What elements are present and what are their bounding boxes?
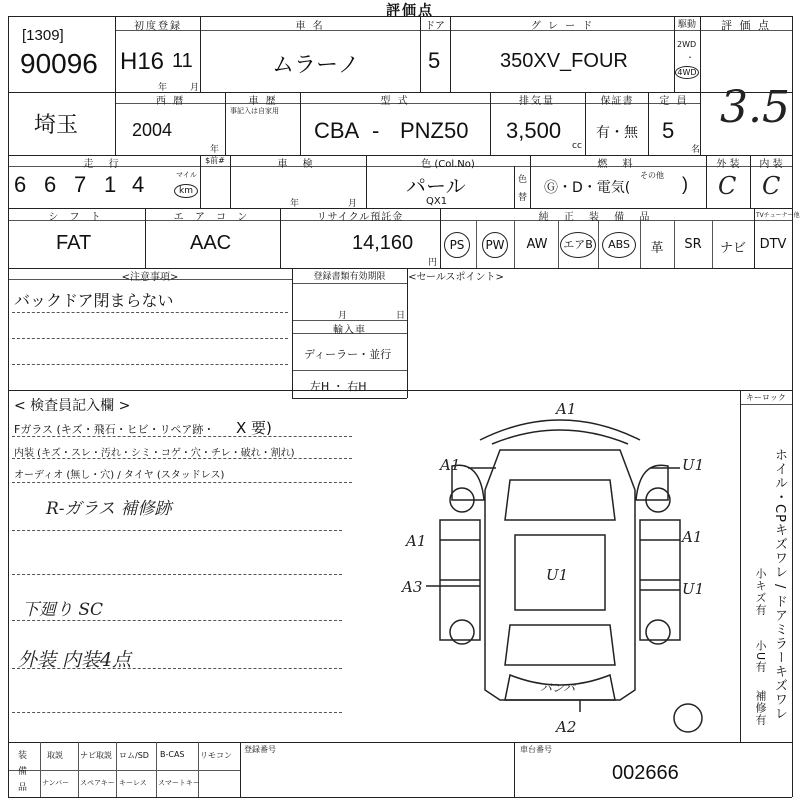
reg-number-label: 登録番号 bbox=[244, 745, 276, 754]
drive-label: 駆動 bbox=[677, 20, 696, 30]
model-dash: - bbox=[372, 118, 380, 143]
mileage-digit: 7 bbox=[74, 172, 87, 197]
items-label-2: 品 bbox=[18, 783, 28, 793]
model-prefix: CBA bbox=[314, 118, 360, 143]
equipment-leather: 革 bbox=[650, 241, 664, 256]
glass-mark: X 要) bbox=[236, 419, 272, 437]
mileage-label: 走 行 bbox=[83, 159, 125, 170]
history-note: 事記入は自家用 bbox=[230, 107, 279, 115]
reg-doc-day: 日 bbox=[396, 311, 406, 321]
exterior: C bbox=[718, 172, 737, 200]
interior: C bbox=[762, 172, 781, 200]
repaint-label-2: 替 bbox=[518, 193, 528, 203]
month-mark: 月 bbox=[190, 83, 200, 93]
reg-doc-label: 登録書類有効期限 bbox=[313, 272, 386, 282]
car-name: ムラーノ bbox=[272, 53, 360, 78]
ac-label: エ ア コ ン bbox=[173, 212, 252, 223]
side-legend-3: 小U有 bbox=[754, 640, 767, 674]
top-title: 評価点 bbox=[386, 3, 434, 19]
car-diagram bbox=[380, 400, 740, 740]
equipment-navi: ナビ bbox=[719, 241, 746, 256]
interior-label: 内 装 bbox=[759, 159, 783, 170]
inspection-year: 年 bbox=[290, 199, 300, 209]
import-label: 輸入車 bbox=[333, 325, 366, 336]
mileage-digit: 6 bbox=[14, 172, 27, 197]
mileage-digit: 1 bbox=[104, 172, 117, 197]
person-mark: 名 bbox=[691, 145, 701, 155]
mark-top: A1 bbox=[556, 400, 577, 418]
ac: AAC bbox=[190, 232, 232, 254]
equipment-sr: SR bbox=[684, 237, 702, 252]
recycle-label: リサイクル預託金 bbox=[316, 212, 404, 223]
color-code: QX1 bbox=[426, 196, 448, 207]
year-mark: 年 bbox=[158, 83, 168, 93]
equipment-airbag: エアB bbox=[560, 232, 596, 258]
year-mark-2: 年 bbox=[210, 145, 220, 155]
hand-note-1: R-ガラス 補修跡 bbox=[46, 499, 172, 519]
chassis-number: 002666 bbox=[612, 762, 679, 784]
unit-mile: マイル bbox=[176, 171, 197, 179]
shift: FAT bbox=[56, 232, 92, 254]
dealer: ディーラー・並行 bbox=[304, 348, 392, 361]
drive-4wd: 4WD bbox=[675, 66, 699, 79]
hand-note-2: 下廻り SC bbox=[22, 600, 104, 620]
mark-left-front: A1 bbox=[440, 456, 461, 474]
capacity-label: 定 員 bbox=[659, 96, 689, 107]
mark-right-door: A1 bbox=[682, 528, 703, 546]
mark-left-door: A1 bbox=[406, 532, 427, 550]
yen: 円 bbox=[428, 258, 438, 268]
items-label-3: 備 bbox=[18, 767, 28, 777]
item-spare-key: スペアキー bbox=[80, 779, 115, 787]
audio-line: オーディオ (無し・穴) / タイヤ (スタッドレス) bbox=[14, 470, 225, 481]
side-legend-2: 小キズ有 bbox=[754, 568, 767, 616]
item-keyless: キーレス bbox=[119, 779, 147, 787]
first-reg-era: H16 bbox=[120, 48, 165, 75]
keylock-label: キーロック bbox=[746, 393, 786, 402]
mark-right-front: U1 bbox=[682, 456, 705, 474]
grade-label: グ レ ー ド bbox=[530, 21, 595, 32]
model-label: 型 式 bbox=[380, 96, 410, 107]
items-label-1: 装 bbox=[18, 751, 28, 761]
mark-rear-bumper: バンパ bbox=[540, 681, 576, 695]
mileage-digit: 6 bbox=[44, 172, 57, 197]
inspection-label: 車 検 bbox=[277, 159, 319, 170]
history-label: 車 歴 bbox=[248, 96, 278, 107]
score: 3.5 bbox=[720, 82, 790, 133]
item-remote: リモコン bbox=[200, 751, 232, 760]
meter-label: $前# bbox=[205, 156, 225, 165]
chassis-label: 車台番号 bbox=[520, 745, 552, 754]
region: 埼玉 bbox=[34, 113, 79, 138]
mark-right-rear: U1 bbox=[682, 580, 705, 598]
caution-label: <注意事項> bbox=[121, 272, 179, 283]
inspector-section-label: < 検査員記入欄 > bbox=[14, 398, 131, 414]
doors-label: ドア bbox=[425, 21, 445, 32]
equipment-dtv: DTV bbox=[759, 237, 787, 252]
item-smart-key: スマートキー bbox=[158, 779, 200, 787]
sales-point-label: <セールスポイント> bbox=[408, 272, 504, 283]
side-legend-4: 補修有 bbox=[754, 690, 767, 726]
interior-line: 内装 (キズ・スレ・汚れ・シミ・コゲ・穴・チレ・破れ・割れ) bbox=[14, 448, 295, 459]
hand-note-3: 外装 内装4点 bbox=[18, 649, 132, 671]
glass-line: Fガラス (キズ・飛石・ヒビ・リペア跡・ bbox=[14, 423, 215, 436]
mileage-digit: 4 bbox=[132, 172, 145, 197]
capacity: 5 bbox=[662, 118, 675, 143]
displacement: 3,500 bbox=[506, 118, 562, 143]
side-legend: ホイル・CPキズワレ / ドアミラーキズワレ bbox=[772, 448, 787, 721]
exterior-label: 外 装 bbox=[716, 159, 740, 170]
fuel: Ⓖ・D・電気( bbox=[544, 180, 631, 196]
year: 2004 bbox=[132, 120, 173, 140]
doors: 5 bbox=[428, 48, 441, 73]
handle: 左H ・ 右H bbox=[310, 380, 367, 393]
score-label: 評 価 点 bbox=[721, 19, 771, 32]
fuel-label: 燃 料 bbox=[597, 159, 639, 170]
lot-number: 90096 bbox=[20, 48, 98, 79]
item-navi-manual: ナビ取説 bbox=[80, 751, 112, 760]
repaint-label: 色 bbox=[518, 175, 528, 185]
cc-unit: cc bbox=[572, 141, 582, 151]
first-reg-label: 初度登録 bbox=[134, 21, 182, 32]
item-plate: ナンバー bbox=[42, 779, 70, 787]
equipment-abs: ABS bbox=[602, 232, 636, 258]
model-code: PNZ50 bbox=[400, 118, 469, 143]
fuel-other: その他 bbox=[640, 171, 664, 180]
mark-roof: U1 bbox=[546, 566, 569, 584]
item-rom-sd: ロム/SD bbox=[119, 751, 149, 760]
mark-bottom: A2 bbox=[556, 718, 577, 736]
item-manual: 取説 bbox=[47, 751, 63, 760]
reg-doc-month: 月 bbox=[338, 311, 348, 321]
fuel-close: ) bbox=[682, 174, 688, 194]
first-reg-month: 11 bbox=[172, 50, 193, 72]
displacement-label: 排気量 bbox=[519, 96, 555, 107]
car-name-label: 車 名 bbox=[295, 21, 325, 32]
color: パール bbox=[406, 174, 466, 198]
grade: 350XV_FOUR bbox=[500, 50, 628, 72]
unit-km: km bbox=[174, 184, 198, 198]
equipment-pw: PW bbox=[482, 232, 508, 258]
warranty-label: 保証書 bbox=[600, 96, 634, 107]
inspection-month: 月 bbox=[348, 199, 358, 209]
equipment-label: 純 正 装 備 品 bbox=[538, 212, 656, 223]
equipment-ps: PS bbox=[444, 232, 470, 258]
drive-2wd: 2WD bbox=[677, 40, 697, 49]
item-bcas: B-CAS bbox=[160, 750, 185, 759]
western-year-label: 西 暦 bbox=[155, 96, 186, 107]
color-label: 色 (Col.No) bbox=[421, 159, 475, 170]
mark-left-rear: A3 bbox=[402, 578, 423, 596]
warranty: 有・無 bbox=[596, 125, 638, 141]
drive-dot: ・ bbox=[686, 53, 694, 62]
caution-text: バックドア閉まらない bbox=[14, 291, 174, 310]
recycle: 14,160 bbox=[352, 232, 414, 254]
shift-label: シ フ ト bbox=[48, 212, 105, 223]
tv-tuner-label: TVチューナー他 bbox=[756, 212, 800, 219]
lot-ref: [1309] bbox=[22, 27, 64, 44]
equipment-aw: AW bbox=[526, 237, 548, 252]
